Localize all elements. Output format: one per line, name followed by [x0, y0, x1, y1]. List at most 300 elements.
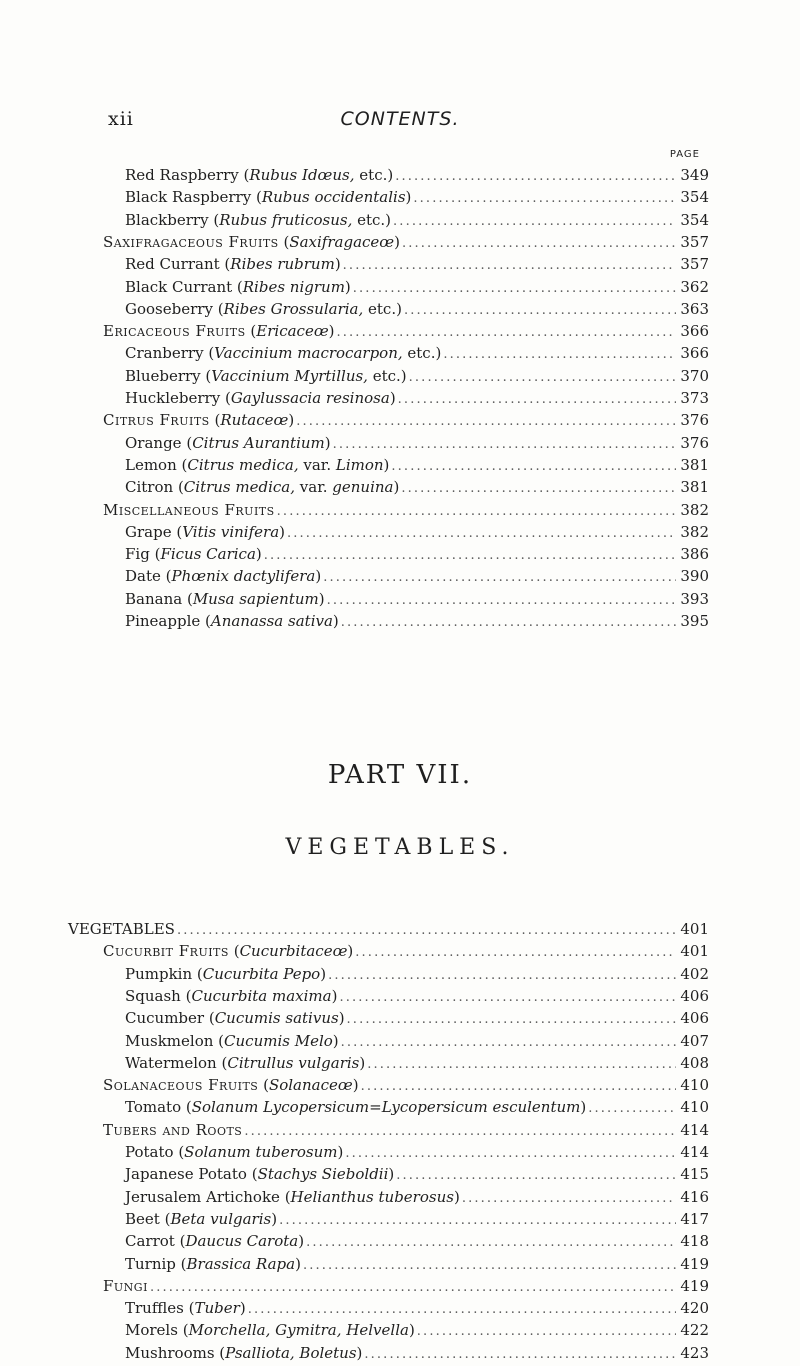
toc-entry-page: 382: [680, 500, 709, 519]
toc-entry-punctuation: (: [251, 188, 262, 207]
page-number: xii: [108, 108, 134, 130]
toc-entry: [125, 454, 709, 476]
toc-entry-title: [103, 499, 277, 521]
toc-entry-title: [103, 940, 355, 962]
toc-entry-punctuation: (: [173, 478, 184, 497]
toc-entry: [125, 1007, 709, 1029]
toc-entry-page: 357: [680, 232, 709, 251]
toc-entry-latin-name: Citrus medica,: [187, 455, 299, 474]
leader-dots: [398, 389, 677, 411]
toc-entry: [125, 298, 709, 320]
toc-entry-punctuation: ): [405, 188, 412, 207]
toc-entry-punctuation: ): [347, 942, 354, 961]
toc-entry-page: 419: [680, 1276, 709, 1295]
leader-dots: [391, 456, 676, 478]
leader-dots: [417, 1321, 677, 1343]
toc-entry-page: 406: [680, 986, 709, 1005]
toc-entry-punctuation: (: [213, 1031, 225, 1050]
leader-dots: [361, 1076, 677, 1098]
toc-entry: [103, 231, 709, 253]
toc-entry-title: [125, 543, 264, 565]
toc-entry-title: [125, 610, 341, 632]
toc-entry-punctuation: ): [298, 1232, 305, 1251]
toc-entry-punctuation: ): [271, 1209, 278, 1228]
toc-entry-page: 416: [680, 1187, 709, 1206]
toc-entry-page: 420: [680, 1299, 709, 1318]
toc-entry-name: Red Currant: [125, 255, 220, 274]
toc-entry-page: 406: [680, 1009, 709, 1028]
toc-entry-name: Beet: [125, 1209, 160, 1228]
toc-entry-name: Lemon: [125, 455, 177, 474]
leader-dots: [353, 278, 677, 300]
leader-dots: [343, 255, 677, 277]
toc-entry-punctuation: (: [177, 1321, 189, 1340]
toc-entry-punctuation: (: [238, 166, 250, 184]
toc-entry-title: [125, 963, 328, 985]
toc-entry-latin-name: Solanum tuberosum: [184, 1143, 338, 1161]
toc-entry: [125, 1342, 709, 1364]
toc-entry-punctuation: (: [245, 322, 257, 341]
toc-entry-page: 381: [680, 455, 709, 474]
toc-entry-punctuation: ): [356, 1343, 363, 1362]
toc-entry-page: 410: [680, 1076, 709, 1095]
toc-entry-page: 354: [680, 188, 709, 207]
toc-entry-punctuation: (: [180, 986, 192, 1005]
toc-entry-punctuation: (: [232, 277, 243, 296]
toc-entry-page: 402: [680, 964, 709, 983]
toc-entry: [125, 209, 709, 231]
toc-entry-punctuation: (: [258, 1076, 269, 1095]
toc-entry-punctuation: (: [219, 255, 231, 274]
toc-entry-punctuation: ): [389, 389, 396, 407]
toc-entry: [125, 276, 709, 298]
toc-entry-title: [125, 276, 353, 298]
toc-entry-punctuation: (: [182, 589, 193, 608]
toc-entry-latin-name: Rubus fruticosus,: [219, 210, 353, 229]
toc-entry-page: 386: [680, 545, 709, 564]
toc-entry-name: Cucumber: [125, 1009, 205, 1028]
toc-entry-title: [125, 365, 409, 387]
toc-entry-name: Cucurbit Fruits: [103, 942, 229, 961]
toc-entry-page: 401: [680, 920, 709, 938]
toc-entry-punctuation: (: [212, 299, 224, 318]
toc-entry-title: [125, 1342, 364, 1364]
toc-entry-page: 414: [680, 1120, 709, 1139]
toc-entry-name: Jerusalem Artichoke: [125, 1187, 280, 1206]
leader-dots: [323, 567, 676, 589]
leader-dots: [333, 434, 677, 456]
toc-entry-title: [125, 454, 391, 476]
leader-dots: [395, 166, 676, 188]
toc-entry-punctuation: (: [216, 1053, 228, 1072]
toc-entry-title: [125, 186, 413, 208]
leader-dots: [462, 1188, 677, 1210]
toc-entry-title: [125, 1230, 306, 1252]
toc-entry-name: Saxifragaceous Fruits: [103, 232, 279, 251]
toc-entry-punctuation: var.: [298, 455, 336, 474]
toc-entry-punctuation: (: [192, 964, 203, 983]
toc-entry-name: Fig: [125, 545, 150, 564]
toc-entry-title: [125, 1319, 417, 1341]
toc-entry-name: Banana: [125, 589, 183, 608]
toc-entry-page: 408: [680, 1053, 709, 1072]
toc-entry-name: Miscellaneous Fruits: [103, 500, 275, 519]
toc-entry-punctuation: ): [320, 964, 327, 983]
toc-entry-punctuation: ): [288, 411, 295, 430]
leader-dots: [409, 367, 677, 389]
toc-entry: [125, 387, 709, 409]
toc-entry: [125, 1297, 709, 1319]
toc-entry-latin-name: Cucurbitaceœ: [239, 942, 348, 961]
toc-entry-latin-name: Cucurbita Pepo: [202, 964, 321, 983]
toc-entry-punctuation: (: [278, 232, 290, 251]
toc-entry-latin-name: Cucumis sativus: [214, 1009, 339, 1028]
toc-entry-latin-name: Ribes nigrum: [242, 277, 345, 296]
toc-entry-title: [125, 1007, 347, 1029]
toc-entry-punctuation: (: [228, 942, 240, 961]
toc-entry-latin-name: Solanaceœ: [268, 1076, 353, 1095]
toc-entry-title: [125, 209, 393, 231]
toc-entry-punctuation: etc.): [354, 166, 394, 184]
leader-dots: [287, 523, 676, 545]
toc-entry-latin-name: Tuber: [194, 1299, 240, 1318]
toc-entry-title: [125, 1141, 345, 1163]
toc-entry: [125, 565, 709, 587]
toc-entry-name: Potato: [125, 1143, 174, 1161]
toc-entry: [103, 320, 709, 342]
toc-entry: [103, 499, 709, 521]
toc-entry-punctuation: (: [173, 1143, 185, 1161]
leader-dots: [402, 233, 676, 255]
toc-entry-latin-name: Rubus occidentalis: [261, 188, 406, 207]
toc-entry-page: 414: [680, 1143, 709, 1161]
leader-dots: [367, 1054, 676, 1076]
leader-dots: [296, 411, 676, 433]
toc-entry-title: [125, 1297, 248, 1319]
toc-entry-latin-name: Ananassa sativa: [210, 612, 333, 630]
toc-entry-name: VEGETABLES: [68, 920, 175, 938]
toc-entry-latin-name: Solanum Lycopersicum=Lycopersicum esculentum: [191, 1098, 581, 1117]
toc-entry-page: 354: [680, 210, 709, 229]
toc-entry-punctuation: (: [200, 366, 212, 385]
toc-entry-punctuation: (: [203, 344, 215, 363]
toc-entry-latin-name: Musa sapientum: [192, 589, 319, 608]
toc-entry-name: Ericaceous Fruits: [103, 322, 246, 341]
toc-entry: [125, 1052, 709, 1074]
toc-entry-punctuation: etc.): [363, 299, 402, 318]
toc-entry-punctuation: ): [332, 1031, 339, 1050]
toc-entry-punctuation: var.: [295, 478, 333, 497]
toc-entry: [125, 476, 709, 498]
toc-entry-name: Red Raspberry: [125, 166, 239, 184]
toc-entry-latin-name: Citrus medica,: [183, 478, 296, 497]
toc-entry: [125, 543, 709, 565]
toc-entry-punctuation: ): [394, 232, 400, 251]
toc-entry-punctuation: ): [580, 1098, 587, 1117]
toc-entry: [125, 164, 709, 186]
toc-entry-title: [125, 565, 323, 587]
toc-entry-title: [125, 1186, 462, 1208]
toc-entry-title: [125, 1096, 588, 1118]
leader-dots: [404, 300, 676, 322]
toc-entry-punctuation: (: [204, 1009, 215, 1028]
toc-entry-name: Blackberry: [125, 210, 209, 229]
toc-entry-name: Pineapple: [125, 612, 201, 630]
toc-entry: [103, 1119, 709, 1141]
toc-entry-title: [125, 432, 333, 454]
leader-dots: [364, 1344, 676, 1366]
leader-dots: [177, 920, 676, 942]
toc-entry-punctuation: ): [337, 1143, 344, 1161]
leader-dots: [264, 545, 677, 567]
leader-dots: [355, 942, 676, 964]
toc-entry-title: [125, 342, 443, 364]
toc-entry-page: 423: [680, 1343, 709, 1362]
toc-entry-punctuation: ): [324, 433, 331, 452]
toc-entry-page: 393: [680, 589, 709, 608]
leader-dots: [337, 322, 677, 344]
leader-dots: [244, 1121, 676, 1143]
toc-entry-name: Tubers and Roots: [103, 1120, 243, 1139]
toc-entry-latin-name: Ericaceœ: [256, 322, 329, 341]
toc-entry: [125, 365, 709, 387]
toc-entry-page: 382: [680, 522, 709, 541]
toc-entry-punctuation: ): [453, 1187, 460, 1206]
toc-entry-name: Muskmelon: [125, 1031, 214, 1050]
toc-entry-latin-name: Morchella, Gymitra, Helvella: [188, 1321, 409, 1340]
leader-dots: [339, 987, 676, 1009]
toc-entry-title: [103, 1275, 150, 1297]
toc-entry-page: 401: [680, 942, 709, 961]
toc-entry-latin-name: Rubus Idœus,: [249, 166, 355, 184]
toc-entry: [125, 521, 709, 543]
leader-dots: [303, 1255, 676, 1277]
toc-entry-page: 357: [680, 255, 709, 274]
toc-entry: [68, 918, 709, 940]
toc-entry-name: Citron: [125, 478, 174, 497]
toc-entry-punctuation: (: [246, 1165, 258, 1184]
toc-entry-latin-name: Ficus Carica: [160, 545, 256, 564]
toc-entry-title: [125, 985, 339, 1007]
toc-entry-title: [125, 1163, 396, 1185]
toc-entry-name: Carrot: [125, 1232, 175, 1251]
toc-entry-name: Grape: [125, 522, 172, 541]
toc-entry-latin-name: Phœnix dactylifera: [171, 567, 316, 586]
toc-entry-title: [103, 231, 402, 253]
toc-entry-page: 349: [680, 166, 709, 184]
toc-entry-name: Citrus Fruits: [103, 411, 210, 430]
leader-dots: [150, 1277, 676, 1299]
toc-entry-title: [125, 521, 287, 543]
toc-entry: [125, 186, 709, 208]
toc-entry-punctuation: (: [220, 389, 231, 407]
toc-entry-punctuation: ): [315, 567, 322, 586]
toc-entry: [103, 940, 709, 962]
toc-entry-latin-name: Rutaceœ: [220, 411, 289, 430]
toc-entry-title: [103, 409, 296, 431]
toc-entry-page: 390: [680, 567, 709, 586]
toc-entry: [103, 1275, 709, 1297]
toc-entry-punctuation: etc.): [352, 210, 392, 229]
toc-entry-name: Squash: [125, 986, 181, 1005]
toc-entry-title: [125, 164, 395, 186]
toc-entry-punctuation: (: [159, 1209, 171, 1228]
toc-entry-latin-name: Gaylussacia resinosa: [230, 389, 390, 407]
toc-entry-name: Black Currant: [125, 277, 233, 296]
page-column-label: PAGE: [669, 149, 700, 160]
toc-entry-punctuation: ): [388, 1165, 395, 1184]
toc-entry-name: Solanaceous Fruits: [103, 1076, 259, 1095]
toc-entry-latin-name: Cucurbita maxima: [191, 986, 332, 1005]
toc-entry-punctuation: ): [295, 1254, 301, 1273]
toc-entry: [125, 1163, 709, 1185]
toc-entry-name: Watermelon: [125, 1053, 217, 1072]
toc-entry-punctuation: (: [208, 210, 220, 229]
toc-entry-name: Blueberry: [125, 366, 201, 385]
leader-dots: [393, 211, 676, 233]
toc-entry: [125, 588, 709, 610]
toc-entry-title: [103, 1074, 361, 1096]
toc-entry-page: 407: [680, 1031, 709, 1050]
toc-entry: [125, 1253, 709, 1275]
toc-entry-title: [125, 1030, 341, 1052]
toc-entry: [125, 610, 709, 632]
toc-entry-latin-name: Vaccinium Myrtillus,: [211, 366, 368, 385]
toc-entry-title: [68, 918, 177, 940]
toc-entry-punctuation: ): [359, 1053, 366, 1072]
part-title: VEGETABLES.: [285, 835, 515, 860]
toc-entry-latin-name: Vaccinium macrocarpon,: [214, 344, 403, 363]
leader-dots: [401, 478, 676, 500]
toc-entry-punctuation: (: [176, 455, 188, 474]
toc-entry-name: Morels: [125, 1321, 178, 1340]
toc-entry-punctuation: ): [393, 478, 400, 497]
toc-entry-punctuation: (: [181, 1098, 192, 1117]
toc-entry-name: Turnip: [125, 1254, 176, 1273]
toc-entry-page: 376: [680, 433, 709, 452]
toc-entry-page: 381: [680, 478, 709, 497]
toc-entry-punctuation: (: [183, 1299, 195, 1318]
leader-dots: [443, 344, 676, 366]
toc-entry-name: Pumpkin: [125, 964, 193, 983]
toc-entry-punctuation: ): [332, 612, 339, 630]
toc-entry: [125, 1030, 709, 1052]
toc-entry: [125, 432, 709, 454]
toc-entry-name: Truffles: [125, 1299, 184, 1318]
toc-entry: [125, 1141, 709, 1163]
toc-entry-latin-name: Psalliota, Boletus: [225, 1343, 357, 1362]
toc-entry-name: Fungi: [103, 1276, 148, 1295]
toc-entry: [125, 1208, 709, 1230]
toc-entry-latin-name: Citrullus vulgaris: [227, 1053, 360, 1072]
toc-entry-name: Tomato: [125, 1098, 182, 1117]
toc-entry-punctuation: ): [279, 522, 285, 541]
toc-entry-page: 395: [680, 612, 709, 630]
toc-entry: [125, 1230, 709, 1252]
toc-entry: [125, 1186, 709, 1208]
toc-entry-page: 415: [680, 1165, 709, 1184]
toc-entry-latin-name: Vitis vinifera: [182, 522, 280, 541]
toc-entry-page: 373: [680, 389, 709, 407]
toc-entry-punctuation: (: [175, 1254, 187, 1273]
running-title: CONTENTS.: [340, 108, 460, 130]
toc-entry-title: [125, 1208, 279, 1230]
toc-entry: [125, 963, 709, 985]
leader-dots: [327, 590, 677, 612]
toc-entry-page: 366: [680, 322, 709, 341]
toc-entry-punctuation: (: [200, 612, 211, 630]
leader-dots: [345, 1143, 676, 1165]
toc-entry-punctuation: ): [255, 545, 262, 564]
toc-entry-latin-name: Beta vulgaris: [170, 1209, 272, 1228]
toc-entry: [125, 985, 709, 1007]
toc-entry-latin-name: Ribes rubrum: [230, 255, 335, 274]
toc-entry-punctuation: (: [181, 433, 193, 452]
page-header: [0, 108, 800, 138]
toc-entry-page: 362: [680, 277, 709, 296]
toc-entry: [125, 342, 709, 364]
toc-entry-page: 417: [680, 1209, 709, 1228]
toc-entry-punctuation: ): [338, 1009, 345, 1028]
toc-entry-latin-name: genuina: [332, 478, 394, 497]
toc-entry-title: [125, 298, 404, 320]
toc-entry-page: 418: [680, 1232, 709, 1251]
toc-entry: [125, 1096, 709, 1118]
toc-entry-name: Date: [125, 567, 161, 586]
leader-dots: [588, 1098, 676, 1120]
toc-entry-page: 363: [680, 299, 709, 318]
toc-entry-title: [125, 387, 398, 409]
leader-dots: [277, 501, 677, 523]
toc-entry-punctuation: ): [383, 455, 390, 474]
toc-entry-punctuation: (: [214, 1343, 226, 1362]
toc-entry-page: 366: [680, 344, 709, 363]
toc-entry-punctuation: (: [279, 1187, 291, 1206]
toc-entry-punctuation: ): [331, 986, 338, 1005]
toc-entry-name: Cranberry: [125, 344, 204, 363]
part-heading: PART VII.: [327, 760, 473, 790]
toc-entry-title: [125, 1052, 367, 1074]
leader-dots: [279, 1210, 676, 1232]
toc-entry-latin-name: Cucumis Melo: [224, 1031, 333, 1050]
toc-entry: [125, 1319, 709, 1341]
toc-entry-name: Mushrooms: [125, 1343, 215, 1362]
leader-dots: [306, 1232, 676, 1254]
toc-entry-punctuation: (: [171, 522, 183, 541]
toc-entry-punctuation: ): [239, 1299, 246, 1318]
leader-dots: [328, 965, 676, 987]
toc-entry-name: Black Raspberry: [125, 188, 252, 207]
toc-entry-latin-name: Limon: [335, 455, 384, 474]
toc-entry-punctuation: (: [160, 567, 172, 586]
toc-entry-name: Orange: [125, 433, 182, 452]
toc-entry-punctuation: ): [408, 1321, 415, 1340]
leader-dots: [341, 1032, 677, 1054]
toc-entry-latin-name: Brassica Rapa: [186, 1254, 296, 1273]
toc-entry-punctuation: ): [352, 1076, 359, 1095]
toc-entry-title: [125, 476, 401, 498]
leader-dots: [413, 188, 676, 210]
toc-entry: [103, 1074, 709, 1096]
leader-dots: [347, 1009, 677, 1031]
toc-entry-title: [125, 253, 343, 275]
toc-entry-page: 376: [680, 411, 709, 430]
toc-entry-latin-name: Citrus Aurantium: [192, 433, 325, 452]
toc-entry-latin-name: Saxifragaceœ: [289, 232, 395, 251]
toc-entry-punctuation: etc.): [402, 344, 442, 363]
toc-entry-title: [103, 320, 337, 342]
toc-entry-punctuation: ): [334, 255, 341, 274]
